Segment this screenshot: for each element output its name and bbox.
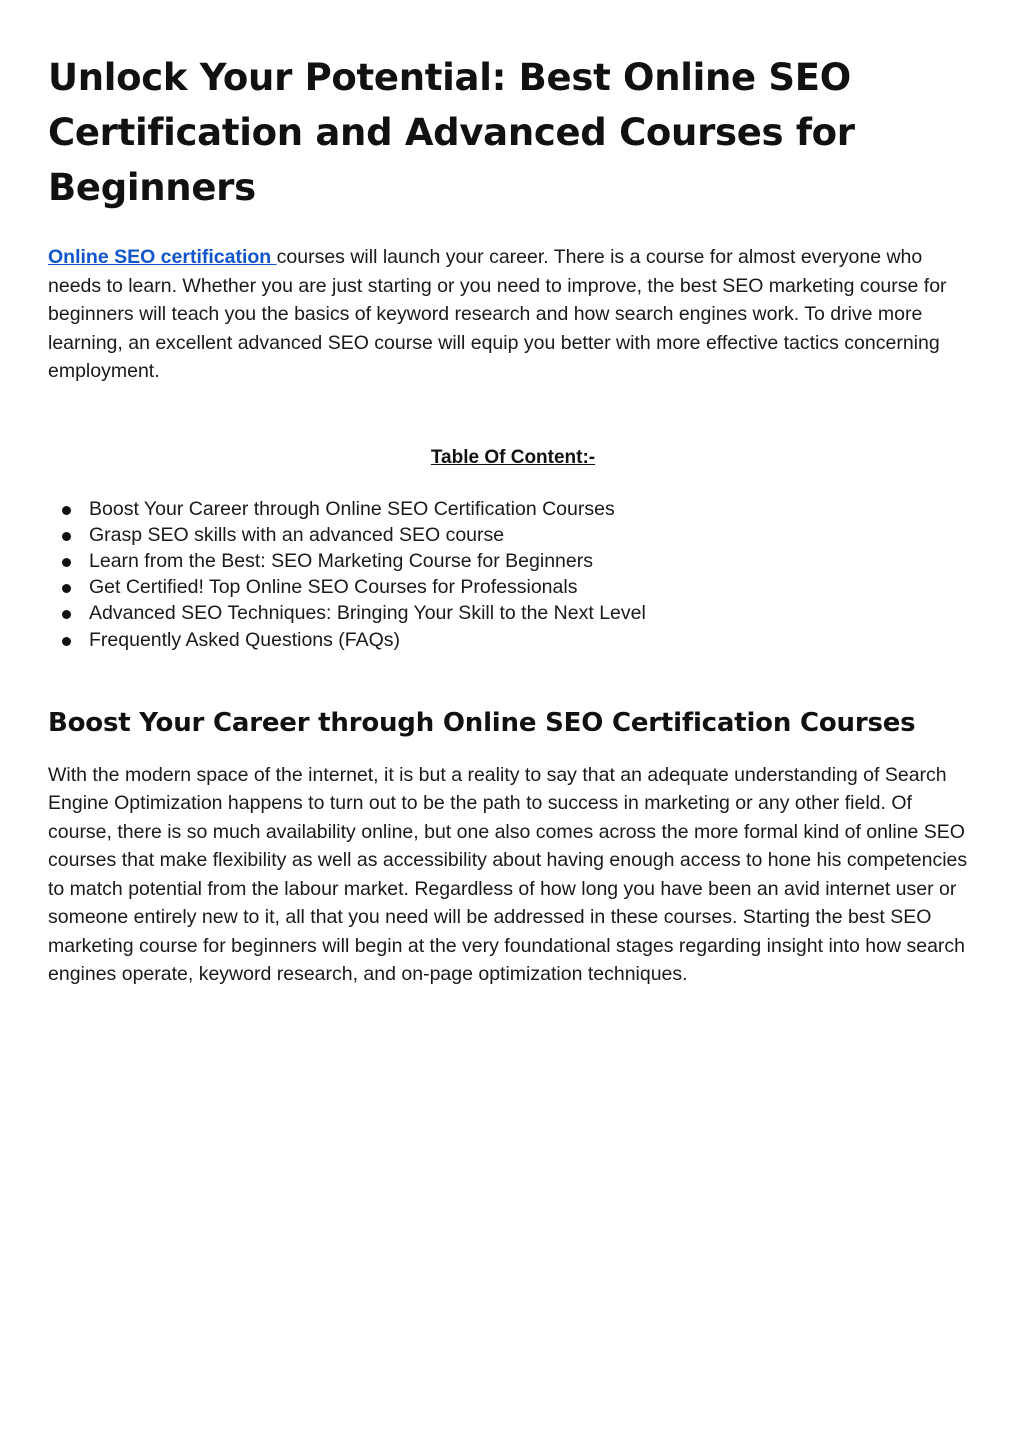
- toc-item: [48, 522, 978, 548]
- page-title: Unlock Your Potential: Best Online SEO Certification and Advanced Courses for Beginners: [48, 56, 855, 209]
- bullet-icon: [62, 584, 71, 593]
- toc-item-label: Boost Your Career through Online SEO Certification Courses: [89, 497, 615, 520]
- toc-list: [48, 496, 978, 653]
- bullet-icon: [62, 506, 71, 515]
- toc-item: [48, 574, 978, 600]
- toc-item-label: Get Certified! Top Online SEO Courses for Professionals: [89, 576, 578, 599]
- toc-heading: Table Of Content:-: [430, 446, 596, 468]
- toc-item-label: Advanced SEO Techniques: Bringing Your Skill to the Next Level: [89, 602, 646, 625]
- toc-item: [48, 496, 978, 522]
- bullet-icon: [62, 610, 71, 619]
- section-heading: Boost Your Career through Online SEO Certification Courses: [48, 707, 916, 738]
- bullet-icon: [62, 637, 71, 646]
- intro-text: courses will launch your career. There is a course for almost everyone who needs to learn. Whether you are just starting or you need to improve, the best SEO marketing course for beginners will teach you the basics of keyword research and how search engines work. To drive more learning, an excellent advanced SEO course will equip you better with more effective tactics concerning employment.: [48, 246, 947, 382]
- toc-item: [48, 627, 978, 653]
- seo-certification-link[interactable]: Online SEO certification: [48, 246, 277, 268]
- toc-item-label: Learn from the Best: SEO Marketing Course for Beginners: [89, 549, 593, 572]
- toc-item-label: Grasp SEO skills with an advanced SEO course: [89, 523, 505, 546]
- section-body: With the modern space of the internet, it is but a reality to say that an adequate understanding of Search Engine Optimization happens to turn out to be the path to success in marketing or any other field. Of course, there is so much availability online, but one also comes across the more formal kind of online SEO courses that make flexibility as well as accessibility about having enough access to hone his competencies to match potential from the labour market. Regardless of how long you have been an avid internet user or someone entirely new to it, all that you need will be addressed in these courses. Starting the best SEO marketing course for beginners will begin at the very foundational stages regarding insight into how search engines operate, keyword research, and on-page optimization techniques.: [48, 763, 968, 986]
- bullet-icon: [62, 558, 71, 567]
- toc-item: [48, 548, 978, 574]
- bullet-icon: [62, 532, 71, 541]
- toc-item: [48, 600, 978, 626]
- toc-item-label: Frequently Asked Questions (FAQs): [89, 628, 401, 651]
- intro-paragraph: [48, 243, 978, 386]
- document-page: [48, 0, 978, 989]
